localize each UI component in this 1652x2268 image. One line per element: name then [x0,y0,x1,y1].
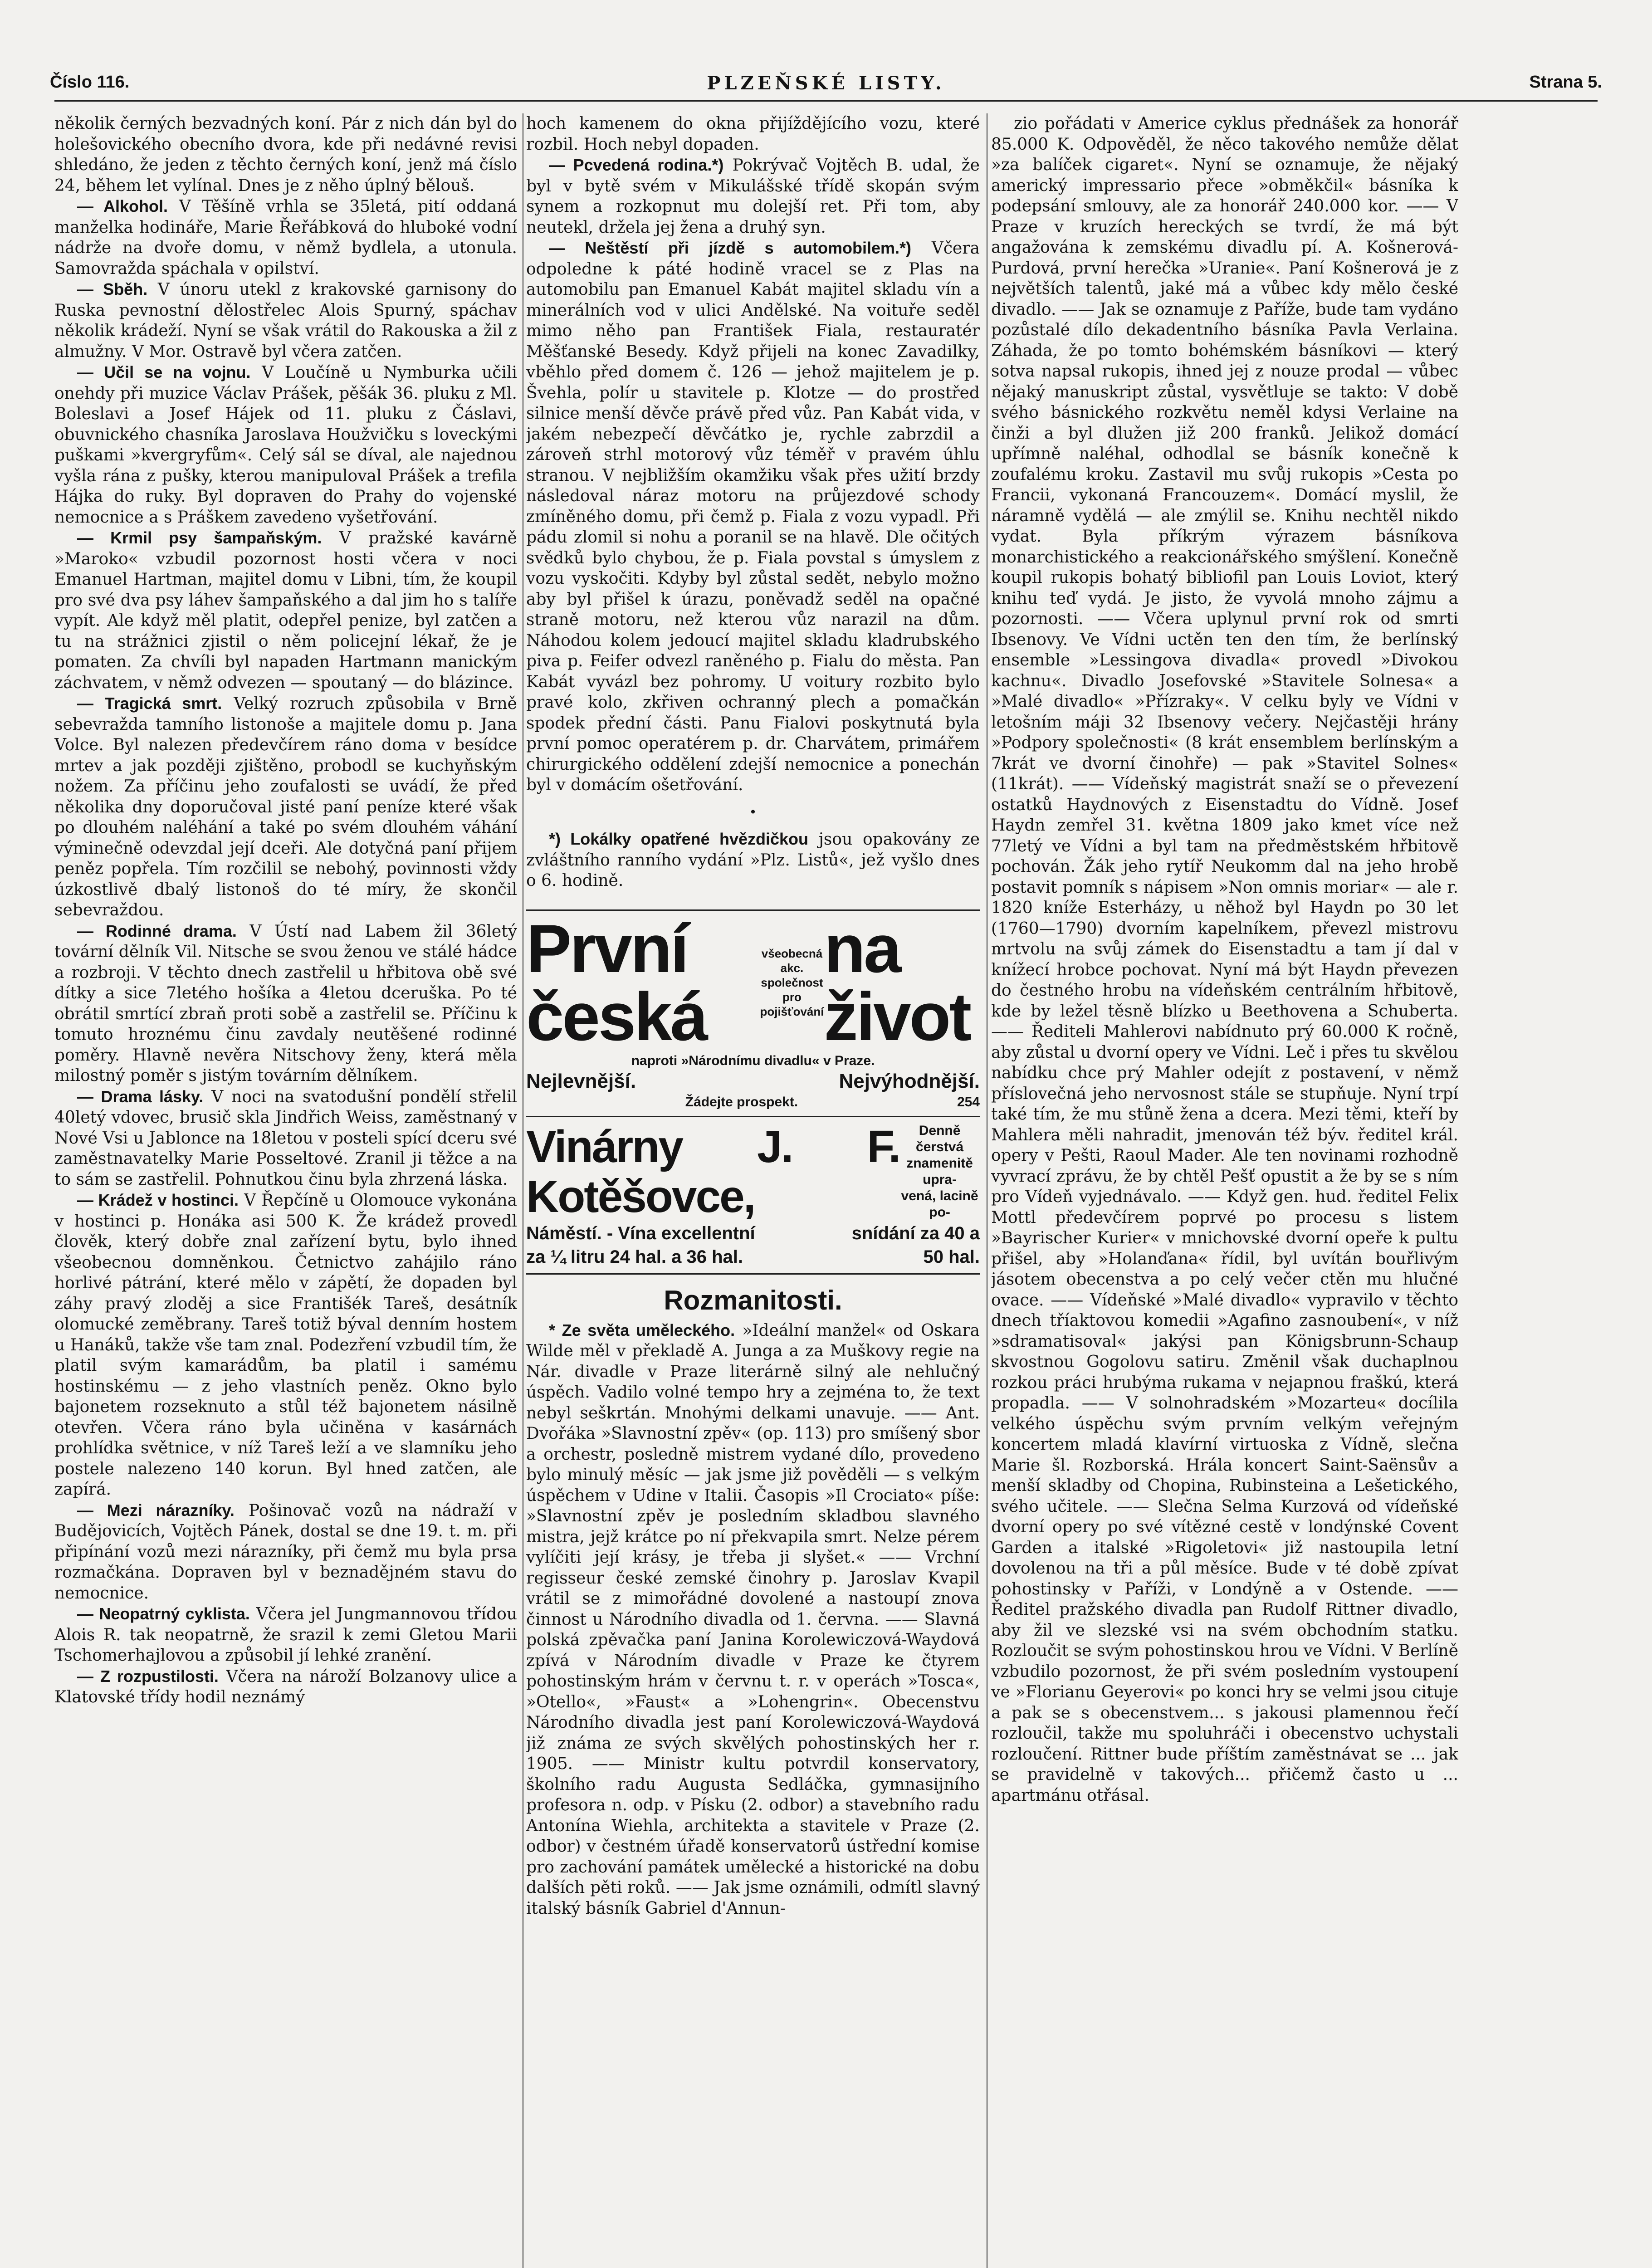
column-1 [54,113,517,2268]
article-heading: — Krmil psy šampaňským. [77,528,322,547]
article-heading: — Rodinné drama. [77,921,237,940]
ad-number: 254 [957,1094,980,1110]
separator: • [749,804,757,820]
article-text: V únoru utekl z krakovské garnisony do Ruska pevnostní dělostřelec Alois Spurný, spáchav několik krádeží. Nyní se však vrátil do Rakouska a žil z almužny. V Mor. Ostravě byl včera zatčen. [54,280,517,361]
article-text: Pokrývač Vojtěch B. udal, že byl v bytě svém v Mikulášské třídě skopán svým synem a rozkopnut mu dolejší ret. Při tom, aby neutekl, držela jej žena a druhý syn. [526,156,980,237]
article-paragraph [526,1320,980,1919]
article-heading: — Krádež v hostinci. [77,1191,239,1209]
wine-bar-line-a: Náměstí. - Vína excellentní [526,1223,755,1243]
article-text: V Loučíně u Nymburka učili onehdy při muzice Václav Prášek, pěšák 36. pluku z Ml. Boleslavi a Josef Hájek od 11. pluku z Čáslavi, obuvnického chasníka Jaroslava Houžvičku s loveckými puškami »kvergryfům«. Celý sál se díval, ale najednou vyšla rána z pušky, kterou manipuloval Prášek a trefila Hájka do ruky. Byl dopraven do Prahy do vojenské nemocnice a s Práškem zavedeno vyšetřování. [54,363,517,527]
article-heading: — Pcvedená rodina.*) [549,156,724,174]
page-number: Strana 5. [1529,73,1602,92]
article-paragraph [54,196,517,279]
article-text: V Těšíně vrhla se 35letá, pití oddaná manželka hodináře, Marie Řeřábková do hluboké vodní nádrže na dvoře domu, v němž bydlela, a utonula. Samovražda spáchala v opilství. [54,197,517,278]
article-text: V pražské kavárně »Maroko« vzbudil pozornost hosti včera v noci Emanuel Hartman, majitel domu v Libni, tím, že koupil pro své dva psy láhev šampaňského a dal jim ho s talíře vypít. Ale když měl platit, odepřel penize, byl zatčen a tu na strážnici zjistil o něm policejní lékař, že je pomaten. Za chvíli byl napaden Hartmann manickým záchvatem, v němž odvezen — spoutaný — do blázince. [54,529,517,692]
article-paragraph [54,113,517,196]
article-heading: — Alkohol. [77,197,168,215]
article-paragraph [526,238,980,796]
ad-name-part2: na život [824,910,970,1055]
wine-bar-side-text: Denně čerstvá znamenitě upra- vená, lacině po- [901,1123,978,1220]
article-heading: — Učil se na vojnu. [77,363,251,381]
article-paragraph [526,155,980,238]
ad-prospect: Žádejte prospekt. [685,1094,798,1110]
article-paragraph [54,528,517,693]
header-rule [54,100,1598,102]
ad-best: Nejvýhodnější. [839,1070,980,1092]
article-paragraph [526,829,980,891]
article-heading: — Mezi nárazníky. [77,1501,235,1520]
article-text: V Ústí nad Labem žil 36letý tovární dělník Vil. Nitsche se svou ženou ve stálé hádce a rozbroji. V těchto dnech zastřelil u hřbitova obě své dítky a sice 7letého hošíka a 4letou dceruška. Po té obrátil smrtící zbraň proti sobě a zastřelil se. Příčinu k tomuto hroznému činu zavdaly neutěšené rodinné poměry. Hlavně nevěra Nitschovy ženy, která měla milostný poměr s jistým továrním dělníkem. [54,922,517,1085]
article-heading: — Drama lásky. [77,1087,204,1106]
article-paragraph [54,1603,517,1666]
article-heading: *) Lokálky opatřené hvězdičkou [549,830,809,848]
article-paragraph [54,1086,517,1190]
article-text: několik černých bezvadných koní. Pár z nich dán byl do holešovického obecního dvora, kde při nedávné revisi shledáno, že jeden z těchto černých koní, jenž má číslo 24, během let vylínal. Dnes je z něho úplný bělouš. [54,114,517,195]
section-title: Rozmanitosti. [664,1285,842,1315]
article-paragraph [54,1500,517,1604]
column-2 [526,113,980,2268]
ad-name-part1: První česká [526,910,707,1055]
article-paragraph [54,279,517,362]
ad-company-type: všeobecná akc. společnost pro pojišťování [760,946,824,1018]
article-text: Včera na nároží Bolzanovy ulice a Klatovské třídy hodil neznámý [54,1667,517,1706]
issue-number: Číslo 116. [50,73,130,92]
article-paragraph [54,921,517,1086]
article-text: »Ideální manžel« od Oskara Wilde měl v překladě A. Junga a za Muškovy regie na Nár. divadle v Praze literárně silný ale nehlučný úspěch. Vadilo volné tempo hry a zejména to, že text nebyl seškrtán. Mnohými delkami unavuje. —— Ant. Dvořáka »Slavnostní zpěv« (op. 113) pro smíšený sbor a orchestr, posledně mistrem vydané dílo, provedeno bylo minulý měsíc — jak jsme již pověděli — s velkým úspěchem v Udine v Italii. Časopis »Il Crociato« píše: »Slavnostní zpěv je posledním skladbou slavného mistra, jejž krátce po ní překvapila smrt. Nelze pérem vylíčiti její krásy, je třeba ji slyšet.« —— Vrchní regisseur české zemské činohry p. Jaroslav Kvapil vrátil se z mimořádné dovolené a nastoupí znova činnost u Národního divadla od 1. června. —— Slavná polská zpěvačka paní Janina Korolewiczová-Waydová zpívá v Národním divadle v Praze ke čtyrem pohostinským hrám v červnu t. r. v operách »Tosca«, »Otello«, »Faust« a »Lohengrin«. Obecenstvu Národního divadla jest paní Korolewiczová-Waydová již známa ze svých skvělých pohostinských her r. 1905. —— Ministr kultu potvrdil konservatory, školního radu Augusta Sedláčka, gymnasijního profesora n. odp. v Písku (2. odbor) a stavebního radu Antonína Wiehla, architekta a stavitele v Praze (2. odbor) v čestném úřadě konservatorů ústřední komise pro zachování památek umělecké a historické na dobu dalších pěti roků. —— Jak jsme oznámili, odmítl slavný italský básník Gabriel d'Annun- [526,1321,980,1918]
article-paragraph [54,1666,517,1708]
article-paragraph [54,1190,517,1500]
article-heading: — Tragická smrt. [77,694,222,713]
newspaper-title: PLZEŇSKÉ LISTY. [707,73,945,94]
article-paragraph [54,693,517,921]
ad-cheapest: Nejlevnější. [526,1070,636,1092]
article-text: zio pořádati v Americe cyklus přednášek za honorář 85.000 K. Odpověděl, že něco takového nemůže dělat »za balíček cigaret«. Nyní se oznamuje, že nějaký americký impressario přece »obměkčil« básníka k podepsání smlouvy, ale za honorář 240.000 kor. —— V Praze v kruzích hereckých se tvrdí, že má být angažována k zemskému divadlu pí. A. Košnerová-Purdová, první herečka »Uranie«. Paní Košnerová je z největších talentů, jaké má a vůbec kdy mělo české divadlo. —— Jak se oznamuje z Paříže, bude tam vydáno pozůstalé dílo dekadentního básníka Pavla Verlaina. Záhada, že po tomto bohémském básníkovi — který sotva napsal rukopis, ihned jej z nouze prodal — vůbec nějaký manuskript zůstal, vysvětluje se takto: V době svého básnického rozkvětu neměl kdysi Verlaine na činži a byl dlužen již 200 franků. Jelikož domácí upřímně naléhal, odhodlal se básník konečně k zoufalému kroku. Zastavil mu svůj rukopis »Cesta po Francii, vykonaná Francouzem«. Domácí myslil, že náramně vydělá — ale zmýlil se. Knihu nechtěl nikdo vydat. Byla příkrým výrazem básníkova monarchistického a reakcionářského smýšlení. Konečně koupil rukopis bohatý bibliofil pan Louis Loviot, který knihu teď vydá. Je jisto, že vyvolá mnoho zájmu a pozornosti. —— Včera uplynul první rok od smrti Ibsenovy. Ve Vídni uctěn ten den tím, že berlínský ensemble »Lessingova divadla« provedl »Divokou kachnu«. Divadlo Josefovské »Stavitele Solnesa« a »Malé divadlo« »Přízraky«. V celku byly ve Vídni v letošním máji 32 Ibsenovy večery. Nejčastěji hrány »Podpory společnosti« (8 krát ensemblem berlínským a 7krát ve dvorní činohře) — pak »Stavitel Solnes« (11krát). —— Vídeňský magistrát snaží se o převezení ostatků Haydnových z Eisenstadtu do Vídně. Josef Haydn zemřel 31. května 1809 jako kmet více než 77letý ve Vídni a byl tam na předměstském hřbitově pochován. Žák jeho rytíř Neukomm dal na jeho hrobě postavit pomník s nápisem »Non omnis moriar« — ale r. 1820 kníže Esterházy, u něhož byl Haydn po 30 let (1760—1790) dvorním kapelníkem, převezl mistrovu mrtvolu na svůj zámek do Eisenstadtu a tam jí dal v knížecí hrobce pochovat. Nyní má být Haydn převezen do čestného hrobu na vídeňském centrálním hřbitově, kde by ležel těsně blízko u Beethovena a Schuberta. —— Řediteli Mahlerovi nabídnuto prý 60.000 K ročně, aby zůstal u dvorní opery ve Vídni. Leč i přes tu skvělou nabídku chce prý Mahler odejít z postavení, v němž příslovečná jeho nervosnost stále se stupňuje. Nyní trpí také tím, že mu stůně žena a dcera. Mezi těmi, kteří by Mahlera měli nahradit, jmenován též býv. ředitel král. opery v Pešti, Raoul Mader. Ale ten novinami rozhodně vyvrací zprávu, že by chtěl Pešť opustit a že by se s ním pro Vídeň vyjednávalo. —— Když gen. hud. ředitel Felix Mottl předevčírem poprvé po procesu s listem »Bayrischer Kurier« v mnichovské dvorní opeře k pultu přišel, aby »Holanďana« řídil, byl uvítán bouřlivým jásotem obecenstva a po celý večer ctěn mu hlučné ovace. —— Vídeňské »Malé divadlo« vypravilo v těchto dnech tříaktovou komedii »Agafino zasnoubení«, v níž »sdramatisoval« jakýsi pan Königsbrunn-Schaup skvostnou Gogolovu satiru. Změnil však duchaplnou rozkou práci hrubýma rukama v nejapnou fraškú, která propadla. —— V solnohradském »Mozarteu« docílila velkého úspěchu svým prvním velkým veřejným koncertem mladá klavírní virtuoska z Vídně, slečna Marie šl. Rozborská. Hrála koncert Saint-Saënsův a menší skladby od Chopina, Rubinsteina a Lešetického, svého učitele. —— Slečna Selma Kurzová od vídeňské dvorní opery po své vítězné cestě v londýnské Covent Garden a italské »Rigoletovi« již nastoupila letní dovolenou na tři a půl měsíce. Bude v té době zpívat pohostinsky v Paříži, v Londýně a v Ostende. —— Ředitel pražského divadla pan Rudolf Rittner divadlo, aby žil ve slezské vsi na svém obchodním statku. Rozloučit se svým pohostinskou hrou ve Vídni. V Berlíně vzbudilo pozornost, že při svém posledním vystoupení ve »Florianu Geyerovi« po konci hry se velmi jsou cituje a pak se s obecenstvem... s jakousi plamennou řečí rozloučil, takže mu spoluhráči i obecenstvo uchystali rozloučení. Rittner bude příštím zaměstnávat se ... jak se pravidelně v takových... přičemž často u ... apartmánu otřásal. [991,114,1458,1805]
article-paragraph [526,113,980,155]
article-paragraph [54,362,517,528]
wine-bar-line-b: snídání za 40 a [851,1223,980,1243]
article-text: V noci na svatodušní pondělí střelil 40letý vdovec, brusič skla Jindřich Weiss, zaměstnaný v Nové Vsi u Jablonce na 18letou v posteli spící dceru své zaměstnavatelky Marie Posseltové. Zranil ji těžce a na to sám se zastřelil. Pohnutkou činu byla zhrzená láska. [54,1087,517,1189]
wine-bar-advertisement [526,1117,980,1275]
article-heading: — Neštěstí při jízdě s automobilem.*) [549,239,912,257]
wine-bar-line-d: 50 hal. [923,1247,980,1267]
article-text: Včera odpoledne k páté hodině vracel se z Plas na automobilu pan Emanuel Kabát majitel skladu vín a minerálních vod v ulici Andělské. Na voituře seděl mimo něho pan František Fiala, restauratér Měšťanské Besedy. Když přijeli na konec Zavadilky, vběhlo před domem č. 126 — jehož majitelem je p. Švehla, polír u stavitele p. Klotze — do prostřed silnice menší děvče právě před vůz. Pan Kabát vida, v jakém nebezpečí děvčátko je, rychle zabrzdil a zároveň strhl motorový vůz téměř v pravém úhlu stranou. V nejbližším okamžiku však přes užití brzdy následoval náraz motoru na průjezdové schody zmíněného domu, při čemž p. Fiala z vozu vypadl. Při pádu zlomil si nohu a poranil se na hlavě. Dle očitých svědků bylo chybou, že p. Fiala povstal s úmyslem z vozu vyskočiti. Kdyby byl zůstal sedět, nebylo možno aby byl přišel k úrazu, poněvadž seděl na opačné straně motoru, než kterou vůz narazil na dům. Náhodou kolem jedoucí majitel skladu kladrubského piva p. Feifer odvezl raněného p. Fialu do města. Pan Kabát vyvázl bez pohromy. U voitury rozbito bylo pravé kolo, zkřiven ochranný plech a pomačkán spodek přední části. Panu Fialovi poskytnutá byla první pomoc operatérem p. dr. Charvátem, primářem chirurgického oddělení zdejší nemocnice a ponechán byl v domácím ošetřování. [526,239,980,794]
column-3 [991,113,1458,2268]
article-text: hoch kamenem do okna přijíždějícího vozu, které rozbil. Hoch nebyl dopaden. [526,114,980,154]
article-heading: * Ze světa uměleckého. [549,1320,735,1339]
article-text: Velký rozruch způsobila v Brně sebevražda tamního listonoše a majitele domu p. Jana Volce. Byl nalezen předevčírem ráno doma v besídce mrtev a jak později zjištěno, probodl se kuchyňským nožem. Za příčinu jeho zoufalosti se uvádí, že před několika dny doporučoval jisté paní peníze které však po dlouhém naléhání a také po svém dlouhém váhání výminečně odevzdal její dceři. Ale dotyčná paní přijem peněz popřela. Tím rozčilil se nebohý, povinnosti vždy úzkostlivě dbalý listonoš do té míry, že skončil sebevraždou. [54,694,517,919]
article-heading: — Neopatrný cyklista. [77,1604,250,1623]
insurance-advertisement [526,909,980,1118]
article-heading: — Z rozpustilosti. [77,1667,219,1686]
article-text: jsou opakovány ze zvláštního ranního vydání »Plz. Listů«, jež vyšlo dnes o 6. hodině. [526,830,980,890]
ad-address: naproti »Národnímu divadlu« v Praze. [631,1053,875,1068]
article-text: Včera jel Jungmannovou třídou Alois R. tak neopatrně, že srazil k zemi Gletou Marii Tschomerhajlovou a způsobil jí lehké zranění. [54,1605,517,1665]
article-heading: — Sběh. [77,280,148,298]
wine-bar-line-c: za ¼ litru 24 hal. a 36 hal. [526,1247,743,1267]
article-text: V Řepčíně u Olomouce vykonána v hostinci p. Honáka asi 500 K. Že krádež provedl člověk, který dobře znal zařízení bytu, bylo ihned všeobecnou domněnkou. Četnictvo zahájilo ráno horlivé pátrání, které mělo v zápětí, že dopaden byl záhy pravý zloděj a sice Františék Tareš, desátník olomucké zeměbrany. Tareš totiž býval denním hostem u Hanáků, takže vše tam znal. Podezření vzbudil tím, že platil svým kamarádům, ba platil i samému hostinskému — z jeho vlastních peněz. Okno bylo bajonetem rozseknuto a stůl též bajonetem násilně otevřen. Včera ráno byla učiněna v kasárnách prohlídka světnice, v níž Tareš leží a ve slamníku jeho postele nalezeno 140 korun. Byl hned zatčen, ale zapírá. [54,1191,517,1499]
article-paragraph [991,113,1458,1806]
article-text: Pošinovač vozů na nádraží v Budějovicích, Vojtěch Pánek, dostal se dne 19. t. m. při připínání vozů mezi nárazníky, při čemž mu byla prsa rozmačkána. Dopraven byl v beznadějném stavu do nemocnice. [54,1501,517,1603]
wine-bar-name: Vinárny J. F. Kotěšovce, [526,1121,900,1222]
